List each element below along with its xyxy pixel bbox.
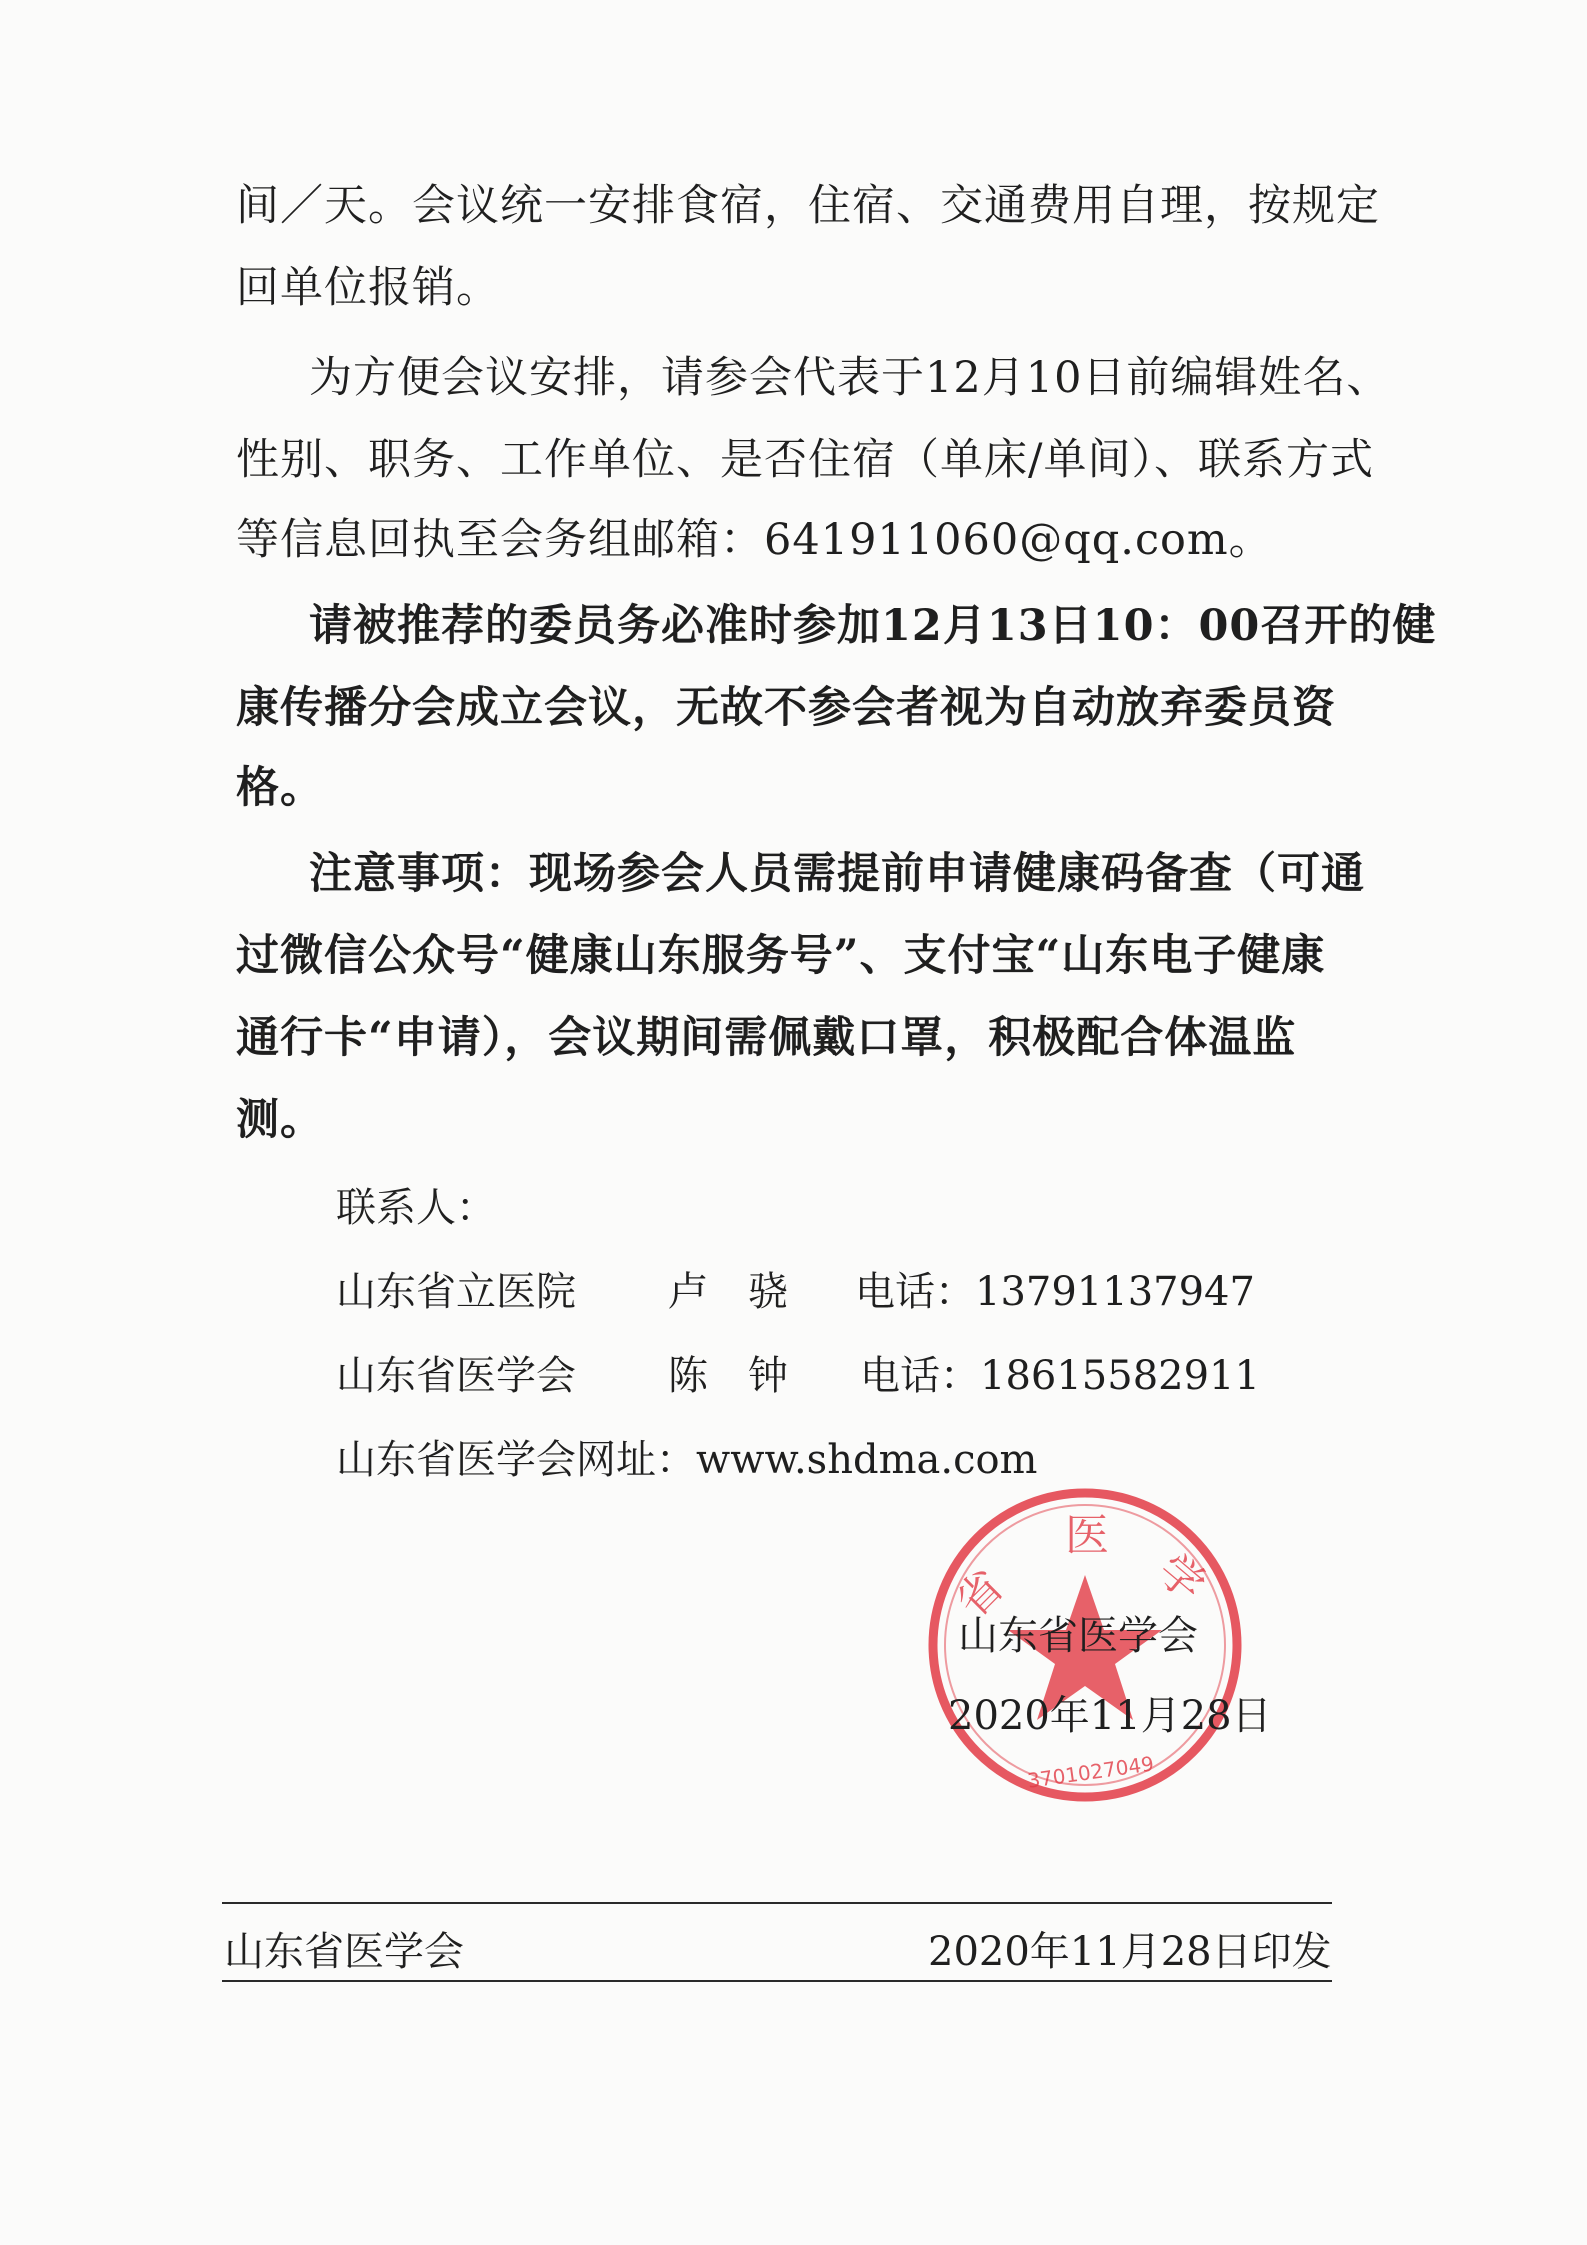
paragraph-4-line-4: 测。: [236, 1095, 324, 1145]
contact-row-2-name: 陈 钟: [668, 1353, 788, 1399]
seal-char-3: 学: [1147, 1544, 1215, 1612]
contact-row-1-name: 卢 骁: [668, 1269, 788, 1315]
seal-char-2: 医: [1065, 1510, 1109, 1561]
contact-row-2-phone: 电话：18615582911: [860, 1353, 1260, 1399]
footer-top-rule: [222, 1902, 1332, 1904]
contact-row-1-phone: 电话：13791137947: [855, 1269, 1255, 1315]
footer-issue-date: 2020年11月28日印发: [928, 1929, 1332, 1975]
footer-bottom-rule: [222, 1980, 1332, 1982]
signature-org: 山东省医学会: [958, 1613, 1198, 1659]
contacts-label: 联系人：: [336, 1185, 496, 1231]
paragraph-4-line-2: 过微信公众号“健康山东服务号”、支付宝“山东电子健康: [236, 931, 1326, 981]
seal-code: 3701027049: [1025, 1751, 1156, 1793]
paragraph-4-line-3: 通行卡“申请），会议期间需佩戴口罩，积极配合体温监: [236, 1013, 1297, 1063]
paragraph-2-line-3: 等信息回执至会务组邮箱：641911060@qq.com。: [236, 515, 1273, 565]
contact-row-1-org: 山东省立医院: [336, 1269, 576, 1315]
seal-char-1: 省: [946, 1560, 1014, 1628]
signature-date: 2020年11月28日: [948, 1693, 1272, 1739]
paragraph-2-line-2: 性别、职务、工作单位、是否住宿（单床/单间）、联系方式: [236, 435, 1374, 485]
paragraph-3-line-2: 康传播分会成立会议，无故不参会者视为自动放弃委员资: [236, 683, 1336, 733]
website-line: 山东省医学会网址：www.shdma.com: [336, 1437, 1038, 1483]
paragraph-1-line-1: 间／天。会议统一安排食宿，住宿、交通费用自理，按规定: [236, 181, 1380, 231]
paragraph-3-line-1: 请被推荐的委员务必准时参加12月13日10：00召开的健: [309, 601, 1437, 651]
paragraph-3-line-3: 格。: [236, 763, 324, 813]
paragraph-2-line-1: 为方便会议安排，请参会代表于12月10日前编辑姓名、: [309, 353, 1391, 403]
paragraph-4-line-1: 注意事项：现场参会人员需提前申请健康码备查（可通: [309, 849, 1365, 899]
contact-row-2-org: 山东省医学会: [336, 1353, 576, 1399]
paragraph-1-line-2: 回单位报销。: [236, 263, 500, 313]
footer-issuer: 山东省医学会: [224, 1929, 464, 1975]
